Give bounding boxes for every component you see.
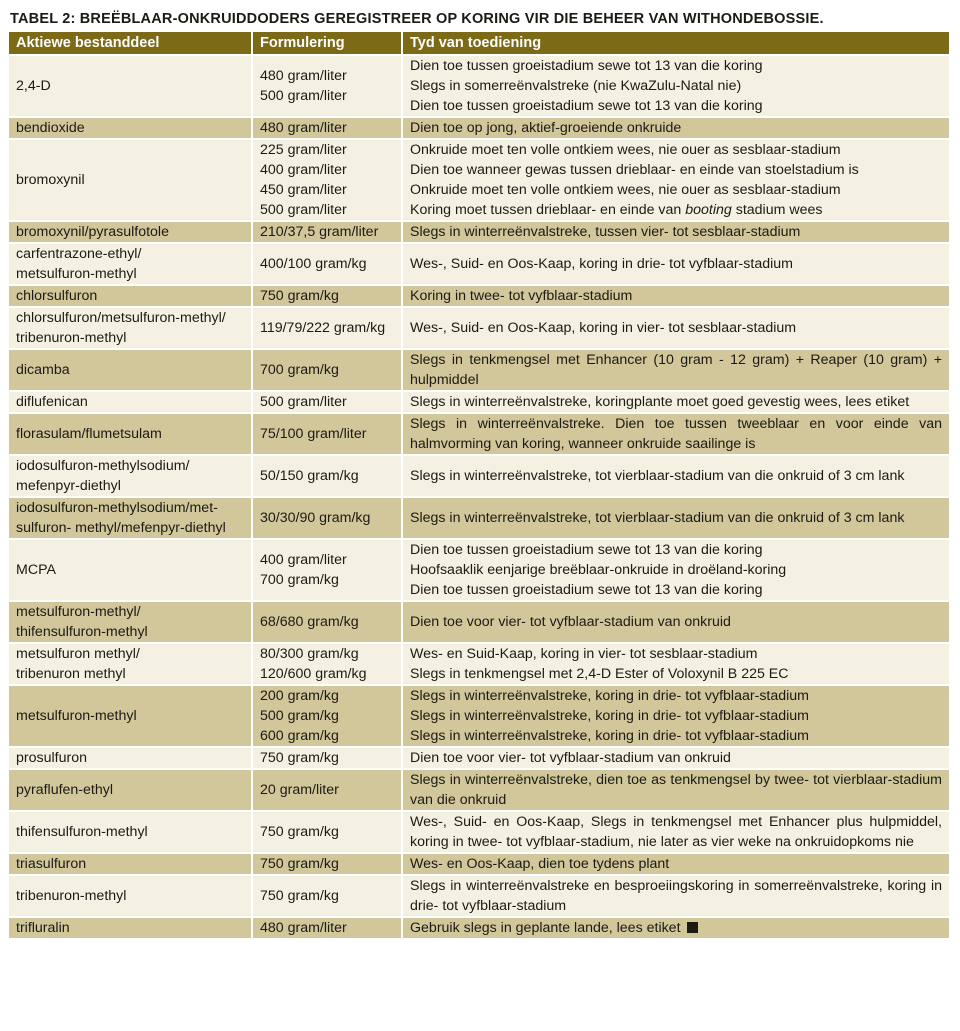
application-cell: [402, 601, 949, 643]
ingredient-cell: [9, 853, 252, 875]
ingredient-cell: [9, 285, 252, 307]
table-row: [9, 413, 949, 455]
formulation-line: 80/300 gram/kg: [260, 646, 359, 662]
ingredient-line: MCPA: [16, 562, 56, 578]
application-cell: [402, 917, 949, 939]
ingredient-cell: [9, 917, 252, 939]
formulation-cell: [252, 307, 402, 349]
ingredient-line: mefenpyr-diethyl: [16, 478, 121, 494]
application-cell: [402, 413, 949, 455]
application-cell: [402, 685, 949, 747]
application-cell: [402, 307, 949, 349]
formulation-line: 750 gram/kg: [260, 750, 339, 766]
ingredient-cell: [9, 221, 252, 243]
application-line: Dien toe voor vier- tot vyfblaar-stadium van onkruid: [410, 614, 731, 630]
application-cell: [402, 769, 949, 811]
application-line: Wes-, Suid- en Oos-Kaap, koring in drie- tot vyfblaar-stadium: [410, 256, 793, 272]
application-line: Dien toe tussen groeistadium sewe tot 13 van die koring: [410, 98, 763, 114]
formulation-line: 700 gram/kg: [260, 572, 339, 588]
application-cell: [402, 243, 949, 285]
application-line: Dien toe wanneer gewas tussen drieblaar- en einde van stoelstadium is: [410, 162, 859, 178]
table-row: [9, 243, 949, 285]
application-cell: [402, 811, 949, 853]
ingredient-cell: [9, 243, 252, 285]
table-row: [9, 811, 949, 853]
formulation-line: 400 gram/liter: [260, 552, 347, 568]
ingredient-cell: [9, 685, 252, 747]
column-header-ingredient: Aktiewe bestanddeel: [9, 32, 252, 55]
formulation-line: 50/150 gram/kg: [260, 468, 359, 484]
ingredient-cell: [9, 497, 252, 539]
formulation-line: 450 gram/liter: [260, 182, 347, 198]
application-line: [410, 200, 942, 220]
application-line: Gebruik slegs in geplante lande, lees etiket: [410, 920, 681, 936]
formulation-line: 500 gram/liter: [260, 394, 347, 410]
formulation-cell: [252, 349, 402, 391]
application-cell: [402, 539, 949, 601]
formulation-cell: [252, 221, 402, 243]
table-row: [9, 917, 949, 939]
application-text: Slegs in winterreënvalstreke en besproeiingskoring in somerreënvalstreke, koring in drie- tot vyfblaar-stadium: [410, 878, 942, 914]
formulation-cell: [252, 285, 402, 307]
ingredient-line: chlorsulfuron: [16, 288, 98, 304]
application-line: Onkruide moet ten volle ontkiem wees, nie ouer as sesblaar-stadium: [410, 142, 841, 158]
application-line: Slegs in tenkmengsel met 2,4-D Ester of Voloxynil B 225 EC: [410, 666, 789, 682]
application-line: Slegs in somerreënvalstreke (nie KwaZulu-Natal nie): [410, 78, 742, 94]
formulation-line: 200 gram/kg: [260, 688, 339, 704]
formulation-cell: [252, 413, 402, 455]
application-cell: [402, 747, 949, 769]
ingredient-cell: [9, 811, 252, 853]
application-line: Wes- en Suid-Kaap, koring in vier- tot sesblaar-stadium: [410, 646, 758, 662]
formulation-cell: [252, 497, 402, 539]
formulation-line: 480 gram/liter: [260, 68, 347, 84]
application-line: Koring in twee- tot vyfblaar-stadium: [410, 288, 633, 304]
table-row: [9, 391, 949, 413]
formulation-line: 480 gram/liter: [260, 120, 347, 136]
table-row: [9, 601, 949, 643]
formulation-cell: [252, 243, 402, 285]
application-cell: [402, 285, 949, 307]
formulation-line: 500 gram/liter: [260, 88, 347, 104]
application-cell: [402, 455, 949, 497]
formulation-cell: [252, 139, 402, 221]
ingredient-cell: [9, 769, 252, 811]
formulation-cell: [252, 117, 402, 139]
application-text: Wes-, Suid- en Oos-Kaap, Slegs in tenkmengsel met Enhancer plus hulpmiddel, koring in twee- tot vyfblaar-stadium, nie later as vier weke na onkruidopkoms nie: [410, 814, 942, 850]
ingredient-line: thifensulfuron-methyl: [16, 624, 148, 640]
formulation-line: 750 gram/kg: [260, 288, 339, 304]
formulation-line: 225 gram/liter: [260, 142, 347, 158]
table-title: TABEL 2: BREËBLAAR-ONKRUIDDODERS GEREGISTREER OP KORING VIR DIE BEHEER VAN WITHONDEBOSSIE.: [10, 11, 824, 27]
application-cell: [402, 221, 949, 243]
formulation-cell: [252, 391, 402, 413]
application-line: Slegs in winterreënvalstreke, koring in drie- tot vyfblaar-stadium: [410, 728, 809, 744]
ingredient-line: sulfuron- methyl/mefenpyr-diethyl: [16, 520, 226, 536]
application-line: Slegs in winterreënvalstreke, koring in drie- tot vyfblaar-stadium: [410, 688, 809, 704]
table-row: [9, 685, 949, 747]
ingredient-cell: [9, 307, 252, 349]
formulation-line: 700 gram/kg: [260, 362, 339, 378]
ingredient-line: tribenuron methyl: [16, 666, 126, 682]
table-row: [9, 853, 949, 875]
ingredient-line: triasulfuron: [16, 856, 87, 872]
formulation-line: 120/600 gram/kg: [260, 666, 367, 682]
application-line: Dien toe voor vier- tot vyfblaar-stadium van onkruid: [410, 750, 731, 766]
application-line: Slegs in winterreënvalstreke, koringplante moet goed gevestig wees, lees etiket: [410, 394, 910, 410]
application-text: stadium wees: [731, 202, 823, 218]
formulation-cell: [252, 685, 402, 747]
ingredient-line: metsulfuron-methyl/: [16, 604, 141, 620]
ingredient-cell: [9, 139, 252, 221]
application-cell: [402, 643, 949, 685]
ingredient-line: iodosulfuron-methylsodium/: [16, 458, 190, 474]
herbicide-table: [9, 32, 949, 940]
ingredient-cell: [9, 455, 252, 497]
table-row: [9, 221, 949, 243]
column-header-formulation: Formulering: [252, 32, 402, 55]
formulation-cell: [252, 55, 402, 117]
application-line: Slegs in winterreënvalstreke, tot vierblaar-stadium van die onkruid of 3 cm lank: [410, 468, 905, 484]
formulation-line: 500 gram/kg: [260, 708, 339, 724]
ingredient-line: florasulam/flumetsulam: [16, 426, 162, 442]
ingredient-cell: [9, 539, 252, 601]
application-line: Dien toe tussen groeistadium sewe tot 13 van die koring: [410, 58, 763, 74]
formulation-line: 750 gram/kg: [260, 824, 339, 840]
formulation-cell: [252, 811, 402, 853]
application-cell: [402, 117, 949, 139]
ingredient-line: prosulfuron: [16, 750, 87, 766]
ingredient-cell: [9, 55, 252, 117]
ingredient-cell: [9, 643, 252, 685]
application-cell: [402, 853, 949, 875]
formulation-line: 500 gram/liter: [260, 202, 347, 218]
ingredient-line: metsulfuron methyl/: [16, 646, 140, 662]
formulation-cell: [252, 539, 402, 601]
formulation-line: 400 gram/liter: [260, 162, 347, 178]
application-line: Dien toe op jong, aktief-groeiende onkruide: [410, 120, 682, 136]
table-row: [9, 875, 949, 917]
ingredient-line: tribenuron-methyl: [16, 888, 127, 904]
ingredient-line: trifluralin: [16, 920, 70, 936]
application-line: Dien toe tussen groeistadium sewe tot 13 van die koring: [410, 582, 763, 598]
formulation-line: 68/680 gram/kg: [260, 614, 359, 630]
end-of-article-square-icon: [687, 922, 698, 933]
ingredient-line: metsulfuron-methyl: [16, 266, 137, 282]
formulation-cell: [252, 747, 402, 769]
application-text: Slegs in winterreënvalstreke, dien toe as tenkmengsel by twee- tot vierblaar-stadium van die onkruid: [410, 772, 942, 808]
formulation-line: 750 gram/kg: [260, 888, 339, 904]
table-row: [9, 307, 949, 349]
application-line: Hoofsaaklik eenjarige breëblaar-onkruide in droëland-koring: [410, 562, 787, 578]
ingredient-line: 2,4-D: [16, 78, 51, 94]
formulation-cell: [252, 769, 402, 811]
ingredient-cell: [9, 747, 252, 769]
application-line: Slegs in winterreënvalstreke, tussen vier- tot sesblaar-stadium: [410, 224, 801, 240]
application-cell: [402, 391, 949, 413]
formulation-cell: [252, 643, 402, 685]
application-cell: [402, 139, 949, 221]
application-cell: [402, 349, 949, 391]
application-italic-term: booting: [685, 202, 732, 218]
application-line: Wes- en Oos-Kaap, dien toe tydens plant: [410, 856, 670, 872]
table-row: [9, 55, 949, 117]
application-text: Koring moet tussen drieblaar- en einde van: [410, 202, 686, 218]
formulation-line: 119/79/222 gram/kg: [260, 320, 386, 336]
table-row: [9, 643, 949, 685]
ingredient-line: pyraflufen-ethyl: [16, 782, 113, 798]
application-text: Slegs in tenkmengsel met Enhancer (10 gram - 12 gram) + Reaper (10 gram) + hulpmiddel: [410, 352, 942, 388]
formulation-line: 600 gram/kg: [260, 728, 339, 744]
formulation-line: 210/37,5 gram/liter: [260, 224, 379, 240]
ingredient-line: chlorsulfuron/metsulfuron-methyl/: [16, 310, 226, 326]
ingredient-line: bromoxynil: [16, 172, 85, 188]
table-row: [9, 117, 949, 139]
ingredient-line: tribenuron-methyl: [16, 330, 127, 346]
ingredient-cell: [9, 117, 252, 139]
formulation-line: 20 gram/liter: [260, 782, 339, 798]
ingredient-line: bendioxide: [16, 120, 85, 136]
table-header-row: [9, 32, 949, 55]
ingredient-line: thifensulfuron-methyl: [16, 824, 148, 840]
table-row: [9, 349, 949, 391]
table-row: [9, 769, 949, 811]
formulation-cell: [252, 601, 402, 643]
ingredient-line: dicamba: [16, 362, 70, 378]
application-line: Dien toe tussen groeistadium sewe tot 13 van die koring: [410, 542, 763, 558]
formulation-line: 480 gram/liter: [260, 920, 347, 936]
ingredient-line: metsulfuron-methyl: [16, 708, 137, 724]
ingredient-line: iodosulfuron-methylsodium/met-: [16, 500, 218, 516]
formulation-cell: [252, 455, 402, 497]
application-line: Slegs in winterreënvalstreke, koring in drie- tot vyfblaar-stadium: [410, 708, 809, 724]
ingredient-cell: [9, 601, 252, 643]
ingredient-cell: [9, 391, 252, 413]
table-row: [9, 747, 949, 769]
ingredient-line: diflufenican: [16, 394, 88, 410]
table-row: [9, 455, 949, 497]
formulation-line: 75/100 gram/liter: [260, 426, 367, 442]
formulation-line: 30/30/90 gram/kg: [260, 510, 371, 526]
formulation-line: 400/100 gram/kg: [260, 256, 367, 272]
ingredient-cell: [9, 413, 252, 455]
application-line: Slegs in winterreënvalstreke, tot vierblaar-stadium van die onkruid of 3 cm lank: [410, 510, 905, 526]
application-text: Slegs in winterreënvalstreke. Dien toe tussen tweeblaar en voor einde van halmvorming van koring, wanneer onkruide saailinge is: [410, 416, 942, 452]
table-row: [9, 497, 949, 539]
application-line: Onkruide moet ten volle ontkiem wees, nie ouer as sesblaar-stadium: [410, 182, 841, 198]
ingredient-line: carfentrazone-ethyl/: [16, 246, 142, 262]
table-row: [9, 539, 949, 601]
column-header-application: Tyd van toediening: [402, 32, 949, 55]
table-row: [9, 285, 949, 307]
application-cell: [402, 55, 949, 117]
formulation-cell: [252, 917, 402, 939]
application-cell: [402, 875, 949, 917]
application-cell: [402, 497, 949, 539]
ingredient-cell: [9, 875, 252, 917]
application-line: Wes-, Suid- en Oos-Kaap, koring in vier- tot sesblaar-stadium: [410, 320, 797, 336]
formulation-cell: [252, 853, 402, 875]
table-row: [9, 139, 949, 221]
ingredient-cell: [9, 349, 252, 391]
formulation-line: 750 gram/kg: [260, 856, 339, 872]
ingredient-line: bromoxynil/pyrasulfotole: [16, 224, 169, 240]
table-body: [9, 55, 949, 939]
formulation-cell: [252, 875, 402, 917]
